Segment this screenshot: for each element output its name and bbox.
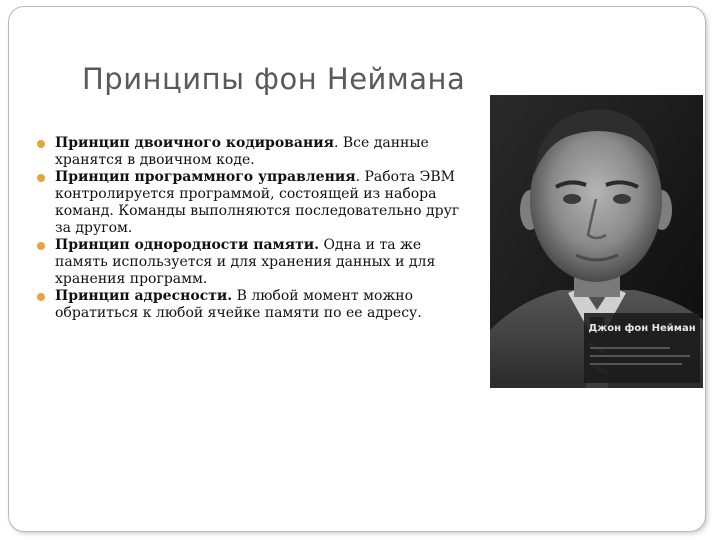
bullet-heading: Принцип адресности.	[55, 288, 233, 304]
bullet-text: Одна и та же память используется и для хранения данных и для хранения программ.	[55, 237, 436, 287]
bullet-item-program-control	[37, 169, 462, 237]
bullet-item-binary-coding	[37, 135, 462, 169]
portrait-illustration	[490, 95, 703, 388]
bullet-dot-icon	[37, 242, 45, 250]
bullet-heading: Принцип двоичного кодирования	[55, 135, 334, 151]
bullet-text: В любой момент можно обратиться к любой ячейке памяти по ее адресу.	[55, 288, 422, 321]
bullet-dot-icon	[37, 140, 45, 148]
photo-caption: Джон фон Нейман	[588, 323, 696, 334]
bullet-heading: Принцип однородности памяти.	[55, 237, 319, 253]
bullet-item-addressability	[37, 288, 462, 322]
bullet-list	[37, 135, 462, 322]
bullet-text: . Все данные хранятся в двоичном коде.	[55, 135, 429, 168]
bullet-dot-icon	[37, 174, 45, 182]
bullet-dot-icon	[37, 293, 45, 301]
portrait-photo	[490, 95, 703, 388]
slide-title: Принципы фон Неймана	[82, 62, 466, 96]
bullet-text: . Работа ЭВМ контролируется программой, состоящей из набора команд. Команды выполняются последовательно друг за другом.	[55, 169, 460, 236]
bullet-heading: Принцип программного управления	[55, 169, 356, 185]
bullet-item-memory-homogeneity	[37, 237, 462, 288]
